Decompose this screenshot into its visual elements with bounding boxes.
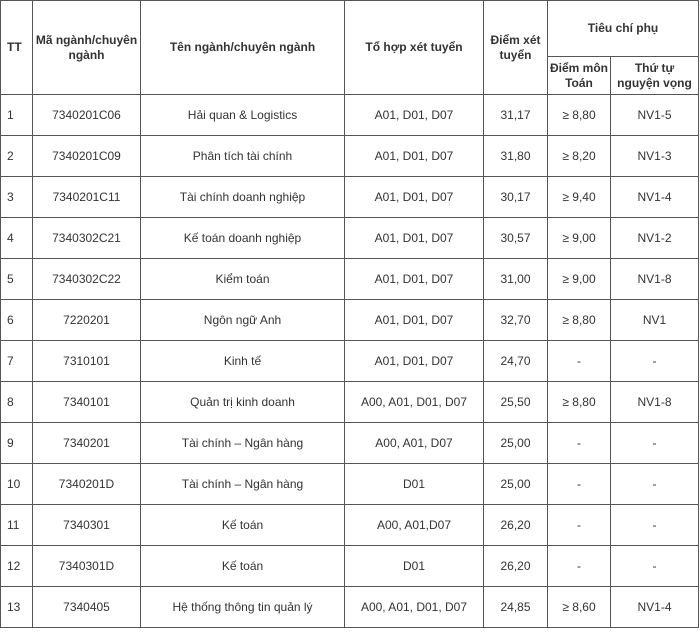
cell-order: NV1-5	[611, 95, 699, 136]
cell-code: 7310101	[33, 341, 141, 382]
cell-order: -	[611, 505, 699, 546]
cell-math: ≥ 8,60	[548, 587, 611, 628]
header-combo: Tổ hợp xét tuyển	[345, 1, 484, 95]
cell-math: ≥ 9,00	[548, 218, 611, 259]
cell-name: Kinh tế	[141, 341, 345, 382]
cell-name: Kế toán	[141, 505, 345, 546]
table-row	[1, 546, 699, 587]
cell-math: ≥ 8,80	[548, 300, 611, 341]
cell-math: -	[548, 505, 611, 546]
cell-order: NV1	[611, 300, 699, 341]
cell-math: ≥ 8,20	[548, 136, 611, 177]
cell-name: Tài chính doanh nghiệp	[141, 177, 345, 218]
cell-name: Hệ thống thông tin quản lý	[141, 587, 345, 628]
cell-score: 26,20	[484, 505, 548, 546]
cell-name: Phân tích tài chính	[141, 136, 345, 177]
cell-combo: A01, D01, D07	[345, 341, 484, 382]
cell-code: 7340201C11	[33, 177, 141, 218]
table-row	[1, 95, 699, 136]
table-row	[1, 464, 699, 505]
cell-combo: A01, D01, D07	[345, 177, 484, 218]
cell-code: 7340301	[33, 505, 141, 546]
cell-math: -	[548, 423, 611, 464]
cell-tt: 8	[1, 382, 33, 423]
cell-tt: 3	[1, 177, 33, 218]
header-score: Điểm xét tuyển	[484, 1, 548, 95]
cell-combo: A01, D01, D07	[345, 259, 484, 300]
table-row	[1, 341, 699, 382]
cell-order: NV1-4	[611, 177, 699, 218]
cell-tt: 7	[1, 341, 33, 382]
cell-math: -	[548, 341, 611, 382]
cell-tt: 5	[1, 259, 33, 300]
cell-code: 7340302C22	[33, 259, 141, 300]
table-row	[1, 505, 699, 546]
cell-score: 26,20	[484, 546, 548, 587]
cell-order: -	[611, 546, 699, 587]
cell-score: 31,80	[484, 136, 548, 177]
cell-code: 7340201C06	[33, 95, 141, 136]
cell-math: -	[548, 464, 611, 505]
cell-score: 25,00	[484, 423, 548, 464]
header-sub-criteria: Tiêu chí phụ	[548, 1, 699, 57]
cell-score: 30,17	[484, 177, 548, 218]
table-row	[1, 177, 699, 218]
cell-name: Kiểm toán	[141, 259, 345, 300]
cell-math: ≥ 8,80	[548, 382, 611, 423]
cell-tt: 6	[1, 300, 33, 341]
cell-score: 24,85	[484, 587, 548, 628]
cell-code: 7340302C21	[33, 218, 141, 259]
cell-combo: A01, D01, D07	[345, 300, 484, 341]
table-row	[1, 423, 699, 464]
cell-tt: 1	[1, 95, 33, 136]
cell-order: NV1-4	[611, 587, 699, 628]
cell-code: 7340201	[33, 423, 141, 464]
table-header	[1, 1, 699, 95]
cell-code: 7340201C09	[33, 136, 141, 177]
cell-math: ≥ 8,80	[548, 95, 611, 136]
cell-combo: D01	[345, 546, 484, 587]
table-row	[1, 587, 699, 628]
cell-combo: A01, D01, D07	[345, 218, 484, 259]
header-code: Mã ngành/chuyên ngành	[33, 1, 141, 95]
cell-name: Tài chính – Ngân hàng	[141, 423, 345, 464]
table-row	[1, 259, 699, 300]
cell-score: 32,70	[484, 300, 548, 341]
cell-combo: A01, D01, D07	[345, 95, 484, 136]
cell-code: 7340405	[33, 587, 141, 628]
cell-name: Quản trị kinh doanh	[141, 382, 345, 423]
cell-math: -	[548, 546, 611, 587]
cell-tt: 10	[1, 464, 33, 505]
cell-combo: A00, A01, D01, D07	[345, 382, 484, 423]
cell-order: NV1-8	[611, 259, 699, 300]
cell-name: Hải quan & Logistics	[141, 95, 345, 136]
table-row	[1, 136, 699, 177]
cell-code: 7340201D	[33, 464, 141, 505]
cell-order: -	[611, 341, 699, 382]
cell-order: -	[611, 423, 699, 464]
cell-order: NV1-8	[611, 382, 699, 423]
cell-code: 7220201	[33, 300, 141, 341]
cell-score: 30,57	[484, 218, 548, 259]
cell-tt: 13	[1, 587, 33, 628]
cell-name: Tài chính – Ngân hàng	[141, 464, 345, 505]
cell-tt: 9	[1, 423, 33, 464]
cell-math: ≥ 9,40	[548, 177, 611, 218]
table-row	[1, 382, 699, 423]
cell-tt: 2	[1, 136, 33, 177]
cell-combo: A00, A01, D01, D07	[345, 587, 484, 628]
cell-name: Kế toán	[141, 546, 345, 587]
cell-code: 7340101	[33, 382, 141, 423]
cell-score: 24,70	[484, 341, 548, 382]
cell-score: 25,50	[484, 382, 548, 423]
header-order: Thứ tự nguyện vọng	[611, 57, 699, 95]
header-math: Điểm môn Toán	[548, 57, 611, 95]
cell-order: NV1-2	[611, 218, 699, 259]
table-row	[1, 300, 699, 341]
header-name: Tên ngành/chuyên ngành	[141, 1, 345, 95]
cell-score: 31,17	[484, 95, 548, 136]
cell-name: Kế toán doanh nghiệp	[141, 218, 345, 259]
cell-combo: A01, D01, D07	[345, 136, 484, 177]
cell-tt: 4	[1, 218, 33, 259]
cell-code: 7340301D	[33, 546, 141, 587]
table-row	[1, 218, 699, 259]
cell-math: ≥ 9,00	[548, 259, 611, 300]
cell-score: 31,00	[484, 259, 548, 300]
cell-score: 25,00	[484, 464, 548, 505]
cell-tt: 11	[1, 505, 33, 546]
cell-order: -	[611, 464, 699, 505]
cell-order: NV1-3	[611, 136, 699, 177]
cell-combo: A00, A01,D07	[345, 505, 484, 546]
cell-combo: A00, A01, D07	[345, 423, 484, 464]
cell-tt: 12	[1, 546, 33, 587]
cell-name: Ngôn ngữ Anh	[141, 300, 345, 341]
table-body	[1, 95, 699, 628]
header-tt: TT	[1, 1, 33, 95]
cell-combo: D01	[345, 464, 484, 505]
